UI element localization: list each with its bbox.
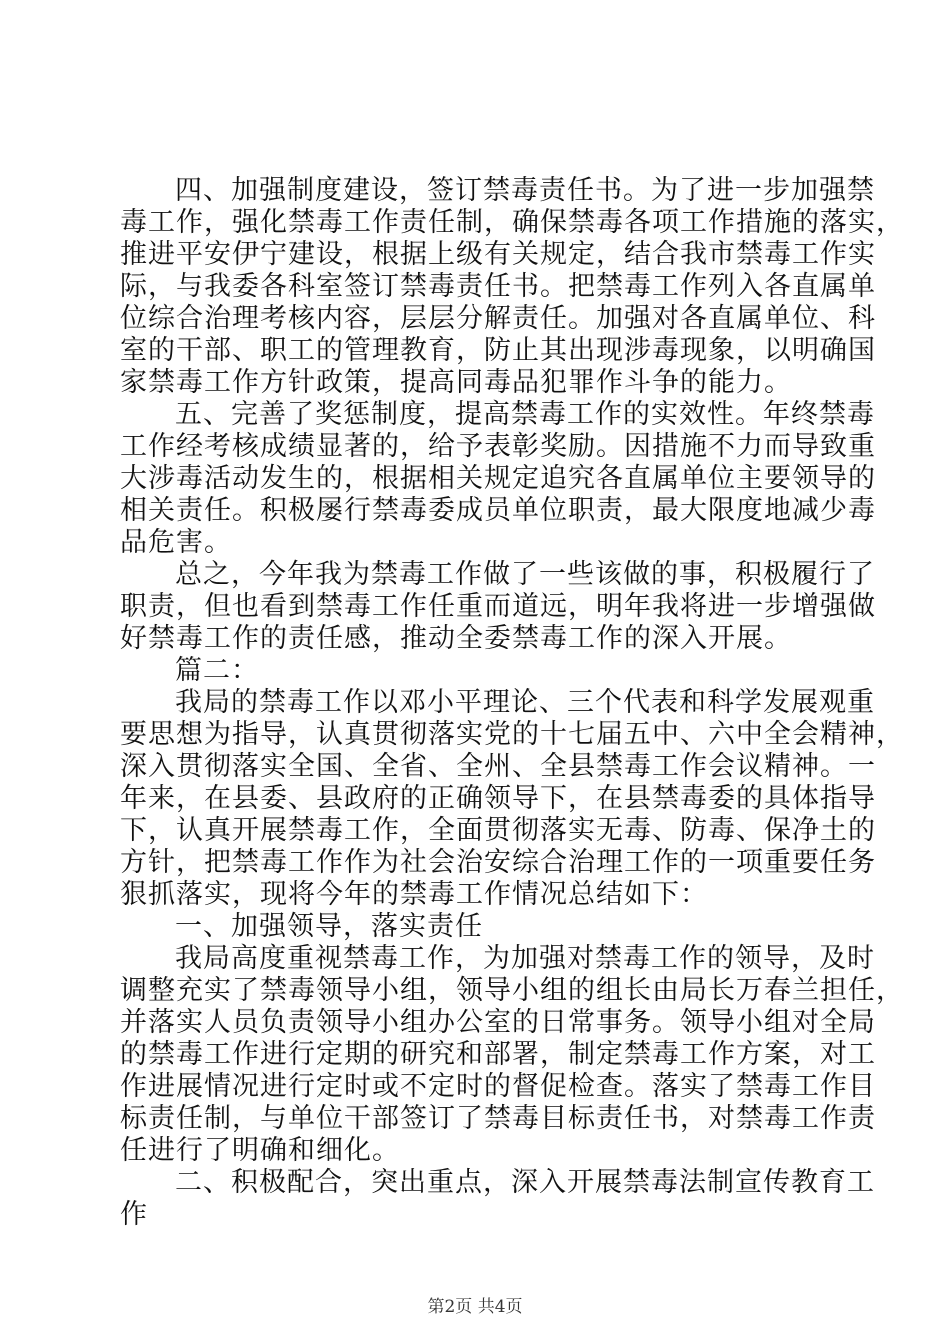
paragraph-line: 毒工作，强化禁毒工作责任制，确保禁毒各项工作措施的落实， <box>120 207 904 238</box>
paragraph-line: 方针，把禁毒工作作为社会治安综合治理工作的一项重要任务 <box>120 847 876 878</box>
paragraph-line: 作进展情况进行定时或不定时的督促检查。落实了禁毒工作目 <box>120 1071 876 1102</box>
paragraph-line: 品危害。 <box>120 527 232 558</box>
paragraph-line: 作 <box>120 1199 148 1230</box>
section-heading: 一、加强领导，落实责任 <box>175 911 483 942</box>
paragraph-line: 标责任制，与单位干部签订了禁毒目标责任书，对禁毒工作责 <box>120 1103 876 1134</box>
paragraph-line: 位综合治理考核内容，层层分解责任。加强对各直属单位、科 <box>120 303 876 334</box>
page-footer: 第2页 共4页 <box>427 1297 523 1317</box>
paragraph-line: 调整充实了禁毒领导小组，领导小组的组长由局长万春兰担任， <box>120 975 904 1006</box>
paragraph-line: 狠抓落实，现将今年的禁毒工作情况总结如下： <box>120 879 708 910</box>
section-heading: 篇二： <box>175 655 259 686</box>
paragraph-line: 五、完善了奖惩制度，提高禁毒工作的实效性。年终禁毒 <box>175 399 875 430</box>
paragraph-line: 我局的禁毒工作以邓小平理论、三个代表和科学发展观重 <box>175 687 875 718</box>
paragraph-line: 年来，在县委、县政府的正确领导下，在县禁毒委的具体指导 <box>120 783 876 814</box>
paragraph-line: 并落实人员负责领导小组办公室的日常事务。领导小组对全局 <box>120 1007 876 1038</box>
paragraph-line: 家禁毒工作方针政策，提高同毒品犯罪作斗争的能力。 <box>120 367 792 398</box>
paragraph-line: 好禁毒工作的责任感，推动全委禁毒工作的深入开展。 <box>120 623 792 654</box>
paragraph-line: 四、加强制度建设，签订禁毒责任书。为了进一步加强禁 <box>175 175 875 206</box>
paragraph-line: 总之，今年我为禁毒工作做了一些该做的事，积极履行了 <box>175 559 875 590</box>
paragraph-line: 工作经考核成绩显著的，给予表彰奖励。因措施不力而导致重 <box>120 431 876 462</box>
paragraph-line: 推进平安伊宁建设，根据上级有关规定，结合我市禁毒工作实 <box>120 239 876 270</box>
paragraph-line: 大涉毒活动发生的，根据相关规定追究各直属单位主要领导的 <box>120 463 876 494</box>
paragraph-line: 际，与我委各科室签订禁毒责任书。把禁毒工作列入各直属单 <box>120 271 876 302</box>
paragraph-line: 我局高度重视禁毒工作，为加强对禁毒工作的领导，及时 <box>175 943 875 974</box>
paragraph-line: 下，认真开展禁毒工作，全面贯彻落实无毒、防毒、保净土的 <box>120 815 876 846</box>
paragraph-line: 的禁毒工作进行定期的研究和部署，制定禁毒工作方案，对工 <box>120 1039 876 1070</box>
paragraph-line: 任进行了明确和细化。 <box>120 1135 400 1166</box>
paragraph-line: 深入贯彻落实全国、全省、全州、全县禁毒工作会议精神。一 <box>120 751 876 782</box>
paragraph-line: 相关责任。积极屡行禁毒委成员单位职责，最大限度地减少毒 <box>120 495 876 526</box>
section-heading: 二、积极配合，突出重点，深入开展禁毒法制宣传教育工 <box>175 1167 875 1198</box>
paragraph-line: 室的干部、职工的管理教育，防止其出现涉毒现象，以明确国 <box>120 335 876 366</box>
paragraph-line: 职责，但也看到禁毒工作任重而道远，明年我将进一步增强做 <box>120 591 876 622</box>
paragraph-line: 要思想为指导，认真贯彻落实党的十七届五中、六中全会精神， <box>120 719 904 750</box>
